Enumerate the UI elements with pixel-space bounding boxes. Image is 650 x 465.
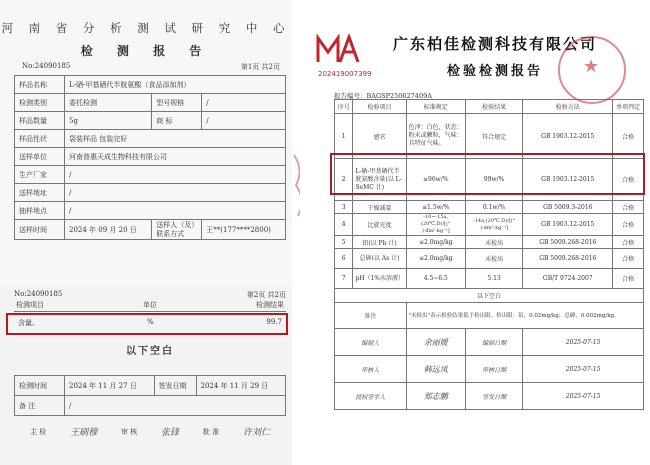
table-row [335,214,644,236]
cell: 合格 [613,159,644,201]
row-value: 王**(177****2800) [202,220,286,240]
table-row [15,202,286,220]
right-result-table [334,99,644,410]
row-label: 送样时间 [15,220,65,240]
row-value: L-硒-甲基硒代半胱氨酸（食品添加剂） [65,76,286,94]
cell: 合格 [613,214,644,236]
cell: -14a,(20℃,D)/[(° )·dm²·kg⁻¹] [465,214,522,236]
row-label: 备 注 [15,396,65,416]
table-row [15,376,286,396]
table-row [335,356,644,383]
cell: 5 [335,236,353,249]
cell: 未检出 [465,249,522,269]
below-blank: 以下空白 [335,289,644,303]
date-value: 2025-07-15 [523,383,644,410]
table-row [335,289,644,303]
cell: ≤1.5w/% [406,201,465,214]
cell: 干燥减量 [353,201,406,214]
signature: 郑志鹏 [406,383,465,410]
cell: 铅(以 Pb 计) [353,236,406,249]
header-cell: 检验结果 [465,100,522,114]
table-row [15,130,286,148]
cell: 5.13 [465,269,522,289]
cell: GB 1903.12-2015 [523,114,613,159]
cell: GB 5009.3-2016 [523,201,613,214]
left-page2-report-number: No:24090185 [14,290,63,298]
cell: 色泽：白色，状态：粉末或颗粒，气味：具特征气味。 [406,114,465,159]
table-row [15,184,286,202]
review-signature: 张锋 [161,428,180,438]
row-label: 商 标 [152,112,202,130]
row-value: / [65,396,286,416]
left-report-number-line [22,62,280,72]
result-unit: % [146,318,154,326]
sign-label: 编制人 [335,329,407,356]
table-row [15,76,286,94]
table-row [15,112,286,130]
date-value: 2025-07-15 [523,356,644,383]
table-row [15,148,286,166]
cell: 0.1w/% [465,201,522,214]
row-label: 生产厂家 [15,166,65,184]
cell: 99w/% [465,159,522,201]
table-header-row [335,100,644,114]
review-label: 审 核 [120,427,138,436]
table-row [15,396,286,416]
cell: 6 [335,249,353,269]
row-value: 2024 年 11 月 29 日 [196,376,286,396]
cell: 合格 [613,236,644,249]
header-cell: 单项判定 [613,100,644,114]
row-label: 型号规格 [152,94,202,112]
main-check-signature: 王刷穆 [70,428,98,438]
approve-signature: 许刘仁 [242,428,270,438]
cell: 符合规定 [465,114,522,159]
header-result: 检测结果 [256,301,284,309]
cell: 7 [335,269,353,289]
header-item: 检测项目 [16,301,44,309]
cell: GB 5009.268-2016 [523,236,613,249]
left-org-title: 河 南 省 分 析 测 试 研 究 中 心 [1,21,291,35]
cell: 合格 [613,269,644,289]
cell: ≤2.0mg/kg [406,236,465,249]
date-label: 编制日期 [465,329,522,356]
right-report-number: 报告编号：BAGSP250627409A [334,92,432,100]
highlight-box-left [6,313,288,335]
table-row [15,94,286,112]
cell: GB 1903.12-2015 [523,214,613,236]
left-info-table [14,75,286,240]
row-value: 袋装样品 包装完好 [65,130,286,148]
row-value: / [65,184,286,202]
cell: 合格 [613,114,644,159]
row-value: / [65,166,286,184]
left-date-table [14,375,286,416]
cell: GB 5009.268-2016 [523,249,613,269]
cell: ≤2.0mg/kg [406,249,465,269]
table-row [335,201,644,214]
header-unit: 单位 [143,301,157,309]
table-row [15,220,286,240]
right-org-title: 广东柏佳检测科技有限公司 [392,35,597,53]
table-row [15,166,286,184]
highlight-box-right [330,153,645,195]
sign-label: 授权签字人 [335,383,407,410]
result-item: 含量, [18,319,35,327]
cell: 1 [335,114,353,159]
cell: 4.5~6.5 [406,269,465,289]
row-label: 抽样地点 [15,202,65,220]
cell: 感官 [353,114,406,159]
left-page-number: 第1页 共2页 [240,63,280,71]
cell: GB 1903.12-2015 [523,159,613,201]
result-table-header [14,299,286,312]
header-cell: 序号 [335,100,353,114]
cell: ≥96w/% [406,159,465,201]
row-value: 5g [65,112,152,130]
row-label: 送样人（及）联系方式 [152,220,202,240]
note-text: "未检出"表示检验结果低于检出限。检出限：铅，0.02mg/kg，总砷，0.002mg/kg。 [406,303,643,329]
header-cell: 检验项目 [353,100,406,114]
right-report-title: 检验检测报告 [446,64,543,79]
main-check-label: 主 检 [30,427,47,436]
cell: 合格 [613,201,644,214]
cell: 2 [335,159,353,201]
cell: -10~-15a,(20℃,D)/[(° )·dm²·kg⁻¹] [406,214,465,236]
row-value: / [202,112,286,130]
row-label: 样品数量 [15,112,65,130]
row-value: 河南普惠天成生物科技有限公司 [65,148,286,166]
result-value: 99.7 [266,318,282,326]
row-value: / [65,202,286,220]
cell: L-硒-甲基硒代半胱氨酸含量(以 L-SeMC 计) [353,159,406,201]
row-value: 2024 年 11 月 27 日 [65,376,155,396]
header-cell: 检验方法 [523,100,613,114]
left-below-blank: 以下空白 [126,346,174,357]
left-report-title: 检 测 报 告 [80,44,212,58]
table-row [335,114,644,159]
left-report-number: No:24090185 [22,62,71,70]
sign-label: 审核人 [335,356,407,383]
row-label: 检测类别 [15,94,65,112]
table-row [335,236,644,249]
date-label: 签发日期 [465,383,522,410]
cell: 比旋光度 [353,214,406,236]
cell: 4 [335,214,353,236]
table-row [335,269,644,289]
signature: 韩远凤 [406,356,465,383]
date-label: 审核日期 [465,356,522,383]
row-label: 送样地址 [15,184,65,202]
cell: 合格 [613,249,644,269]
note-label: 备注 [335,303,407,329]
row-value: 2024 年 09 月 20 日 [65,220,152,240]
row-value: 委托检测 [65,94,152,112]
cell: 总砷(以 As 计) [353,249,406,269]
cell: 3 [335,201,353,214]
left-page2-page-number: 第2页 共2页 [246,291,286,299]
cell: 未检出 [465,236,522,249]
left-signature-line [30,425,270,438]
row-label: 检测时间 [15,376,65,396]
seal-star-icon: ★ [583,56,600,77]
cell: pH（1%水溶液） [353,269,406,289]
row-label: 签发日期 [154,376,196,396]
row-value: / [202,94,286,112]
table-row [335,249,644,269]
cell: GB/T 9724-2007 [523,269,613,289]
date-value: 2025-07-15 [523,329,644,356]
table-row [335,329,644,356]
row-label: 样品名称 [15,76,65,94]
header-cell: 标准规定 [406,100,465,114]
signature: 余丽媛 [406,329,465,356]
approve-label: 批 准 [202,427,220,436]
table-row [335,303,644,329]
row-label: 样品性状 [15,130,65,148]
ma-code: 202419007399 [318,70,372,78]
table-row [335,383,644,410]
row-label: 送样单位 [15,148,65,166]
